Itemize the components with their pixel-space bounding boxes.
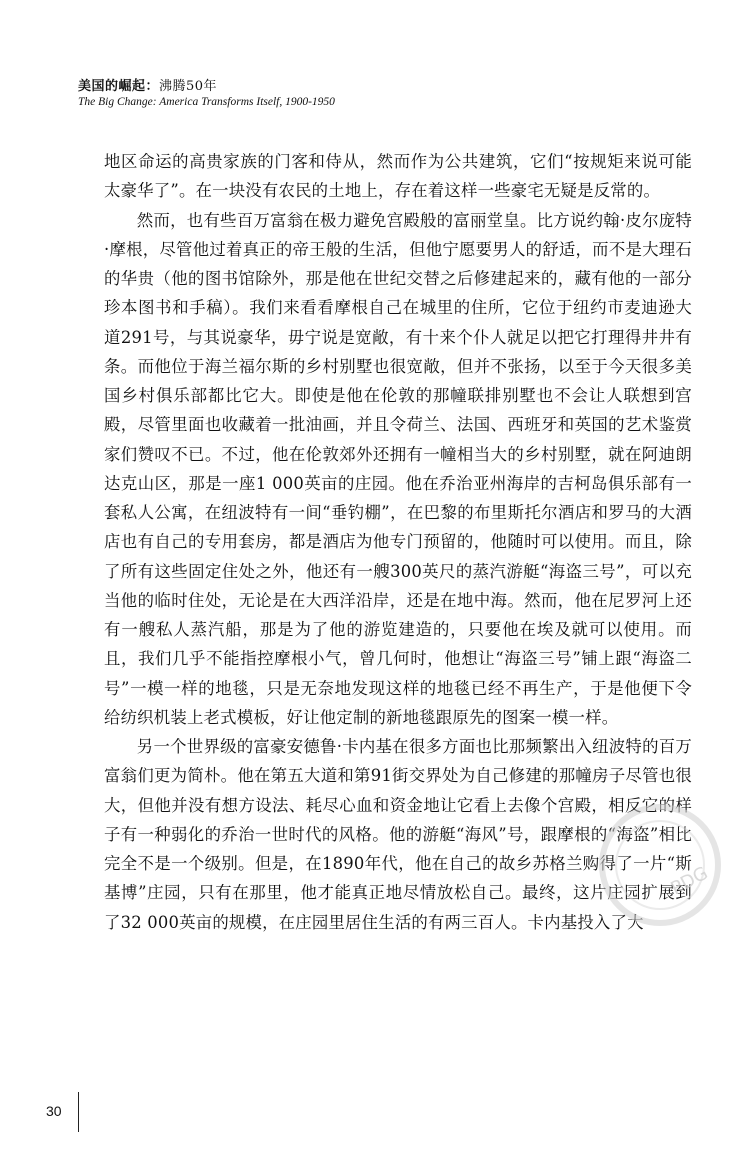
- book-title: 美国的崛起：: [78, 79, 160, 94]
- watermark-pdg-stamp: [595, 800, 725, 930]
- paragraph: 然而，也有些百万富翁在极力避免宫殿般的富丽堂皇。比方说约翰·皮尔庞特·摩根，尽管他过着真正的帝王般的生活，但他宁愿要男人的舒适，而不是大理石的华贵（他的图书馆除外，那是他在世纪交替之后修建起来的，藏有他的一部分珍本图书和手稿）。我们来看看摩根自己在城里的住所，它位于纽约市麦迪逊大道291号，与其说豪华，毋宁说是宽敞，有十来个仆人就足以把它打理得井井有条。而他位于海兰福尔斯的乡村别墅也很宽敞，但并不张扬，以至于今天很多美国乡村俱乐部都比它大。即使是他在伦敦的那幢联排别墅也不会让人联想到宫殿，尽管里面也收藏着一批油画，并且令荷兰、法国、西班牙和英国的艺术鉴赏家们赞叹不已。不过，他在伦敦郊外还拥有一幢相当大的乡村别墅，就在阿迪朗达克山区，那是一座1 000英亩的庄园。他在乔治亚州海岸的吉柯岛俱乐部有一套私人公寓，在纽波特有一间“垂钓棚”，在巴黎的布里斯托尔酒店和罗马的大酒店也有自己的专用套房，都是酒店为他专门预留的，他随时可以使用。而且，除了所有这些固定住处之外，他还有一艘300英尺的蒸汽游艇“海盗三号”，可以充当他的临时住处，无论是在大西洋沿岸，还是在地中海。然而，他在尼罗河上还有一艘私人蒸汽船，那是为了他的游览建造的，只要他在埃及就可以使用。而且，我们几乎不能指控摩根小气，曾几何时，他想让“海盗三号”铺上跟“海盗二号”一模一样的地毯，只是无奈地发现这样的地毯已经不再生产，于是他便下令给纺织机装上老式模板，好让他定制的新地毯跟原先的图案一模一样。: [104, 210, 692, 727]
- book-english-title: The Big Change: America Transforms Itself, 1900-1950: [78, 96, 335, 108]
- watermark-text: PDG: [667, 862, 712, 900]
- running-head: [78, 78, 678, 110]
- running-head-title-line: [78, 78, 678, 95]
- paragraph: 另一个世界级的富豪安德鲁·卡内基在很多方面也比那频繁出入纽波特的百万富翁们更为简朴。他在第五大道和第91街交界处为自己修建的那幢房子尽管也很大，但他并没有想方设法、耗尽心血和资金地让它看上去像个宫殿，相反它的样子有一种弱化的乔治一世时代的风格。他的游艇“海风”号，跟摩根的“海盗”相比完全不是一个级别。但是，在1890年代，他在自己的故乡苏格兰购得了一片“斯基博”庄园，只有在那里，他才能真正地尽情放松自己。最终，这片庄园扩展到了32 000英亩的规模，在庄园里居住生活的有两三百人。卡内基投入了大: [104, 737, 692, 932]
- paragraph: 地区命运的高贵家族的门客和侍从，然而作为公共建筑，它们“按规矩来说可能太豪华了”。在一块没有农民的土地上，存在着这样一些豪宅无疑是反常的。: [104, 152, 692, 201]
- page-number: 30: [46, 1103, 62, 1119]
- book-subtitle: 沸腾50年: [159, 79, 218, 94]
- folio-divider: [78, 1092, 79, 1132]
